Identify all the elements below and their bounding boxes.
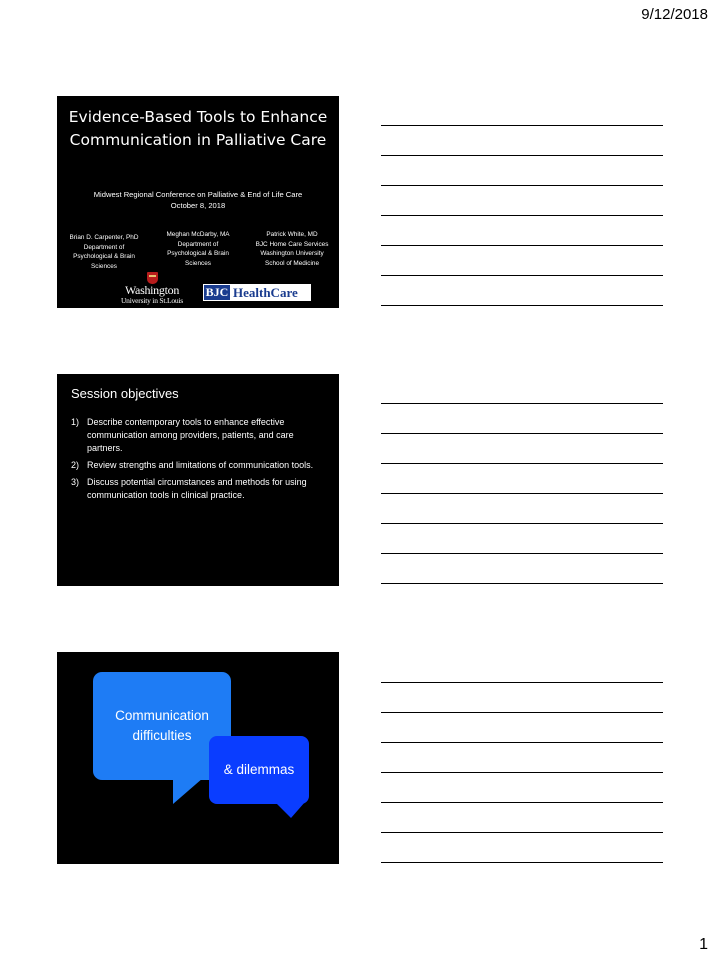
list-item [71,476,329,502]
list-item [71,459,329,472]
note-line [381,712,663,713]
speech-bubble-tail-icon [275,802,305,818]
author-affiliation: Sciences [91,262,117,270]
list-text: Describe contemporary tools to enhance effective communication among providers, patients, and care partners. [87,417,294,453]
list-item [71,416,329,455]
author-affiliation: Psychological & Brain [73,253,135,261]
list-number: 1) [71,417,80,427]
title-line-2: Communication in Palliative Care [69,131,327,149]
author-name: Brian D. Carpenter, PhD [69,234,139,241]
note-line [381,553,663,554]
slide-heading: Session objectives [71,386,179,401]
bjc-healthcare-logo [203,284,311,301]
author-white [247,230,337,268]
page-number: 1 [699,936,708,953]
list-number: 2) [71,460,80,470]
note-line [381,463,663,464]
author-name: Meghan McDarby, MA [166,231,230,238]
conference-date: October 8, 2018 [170,201,226,210]
presentation-title [57,106,339,152]
slide-communication-difficulties [57,652,339,864]
bubble-line-1: Communication [115,708,209,723]
author-affiliation: Psychological & Brain [167,250,229,258]
note-line [381,583,663,584]
author-name: Patrick White, MD [266,231,318,238]
objectives-list [71,416,329,506]
bubble-line-2: difficulties [132,728,192,743]
slide-title [57,96,339,308]
author-affiliation: Department of [83,243,125,251]
note-line [381,493,663,494]
note-line [381,772,663,773]
note-line [381,125,663,126]
author-mcdarby [153,230,243,268]
note-line [381,802,663,803]
note-line [381,832,663,833]
logo-wu-city: University in St.Louis [120,296,184,305]
note-line [381,245,663,246]
conference-info [57,189,339,211]
conference-name: Midwest Regional Conference on Palliative & End of Life Care [93,190,303,199]
author-affiliation: BJC Home Care Services [255,240,329,248]
note-line [381,403,663,404]
title-line-1: Evidence-Based Tools to Enhance [68,108,328,126]
note-line [381,305,663,306]
note-line [381,682,663,683]
note-line [381,742,663,743]
note-line [381,185,663,186]
note-line [381,215,663,216]
list-text: Discuss potential circumstances and methods for using communication tools in clinical practice. [87,477,307,500]
speech-bubble-tail-icon [173,778,203,804]
list-text: Review strengths and limitations of communication tools. [87,460,314,470]
note-line [381,275,663,276]
note-line [381,523,663,524]
washington-university-logo [113,272,191,308]
list-number: 3) [71,477,80,487]
note-line [381,862,663,863]
slide-session-objectives [57,374,339,586]
author-affiliation: School of Medicine [265,259,319,267]
note-line [381,155,663,156]
logo-bjc-text: HealthCare [233,285,298,300]
logo-bjc-box: BJC [205,285,229,299]
logo-wu-name: Washington [124,283,180,297]
author-carpenter [59,233,149,271]
bubble-text: & dilemmas [223,762,295,777]
author-affiliation: Department of [177,240,219,248]
speech-bubble-dilemmas [209,736,309,804]
author-affiliation: Sciences [185,259,211,267]
header-date: 9/12/2018 [641,6,708,23]
author-affiliation: Washington University [260,250,324,258]
note-line [381,433,663,434]
